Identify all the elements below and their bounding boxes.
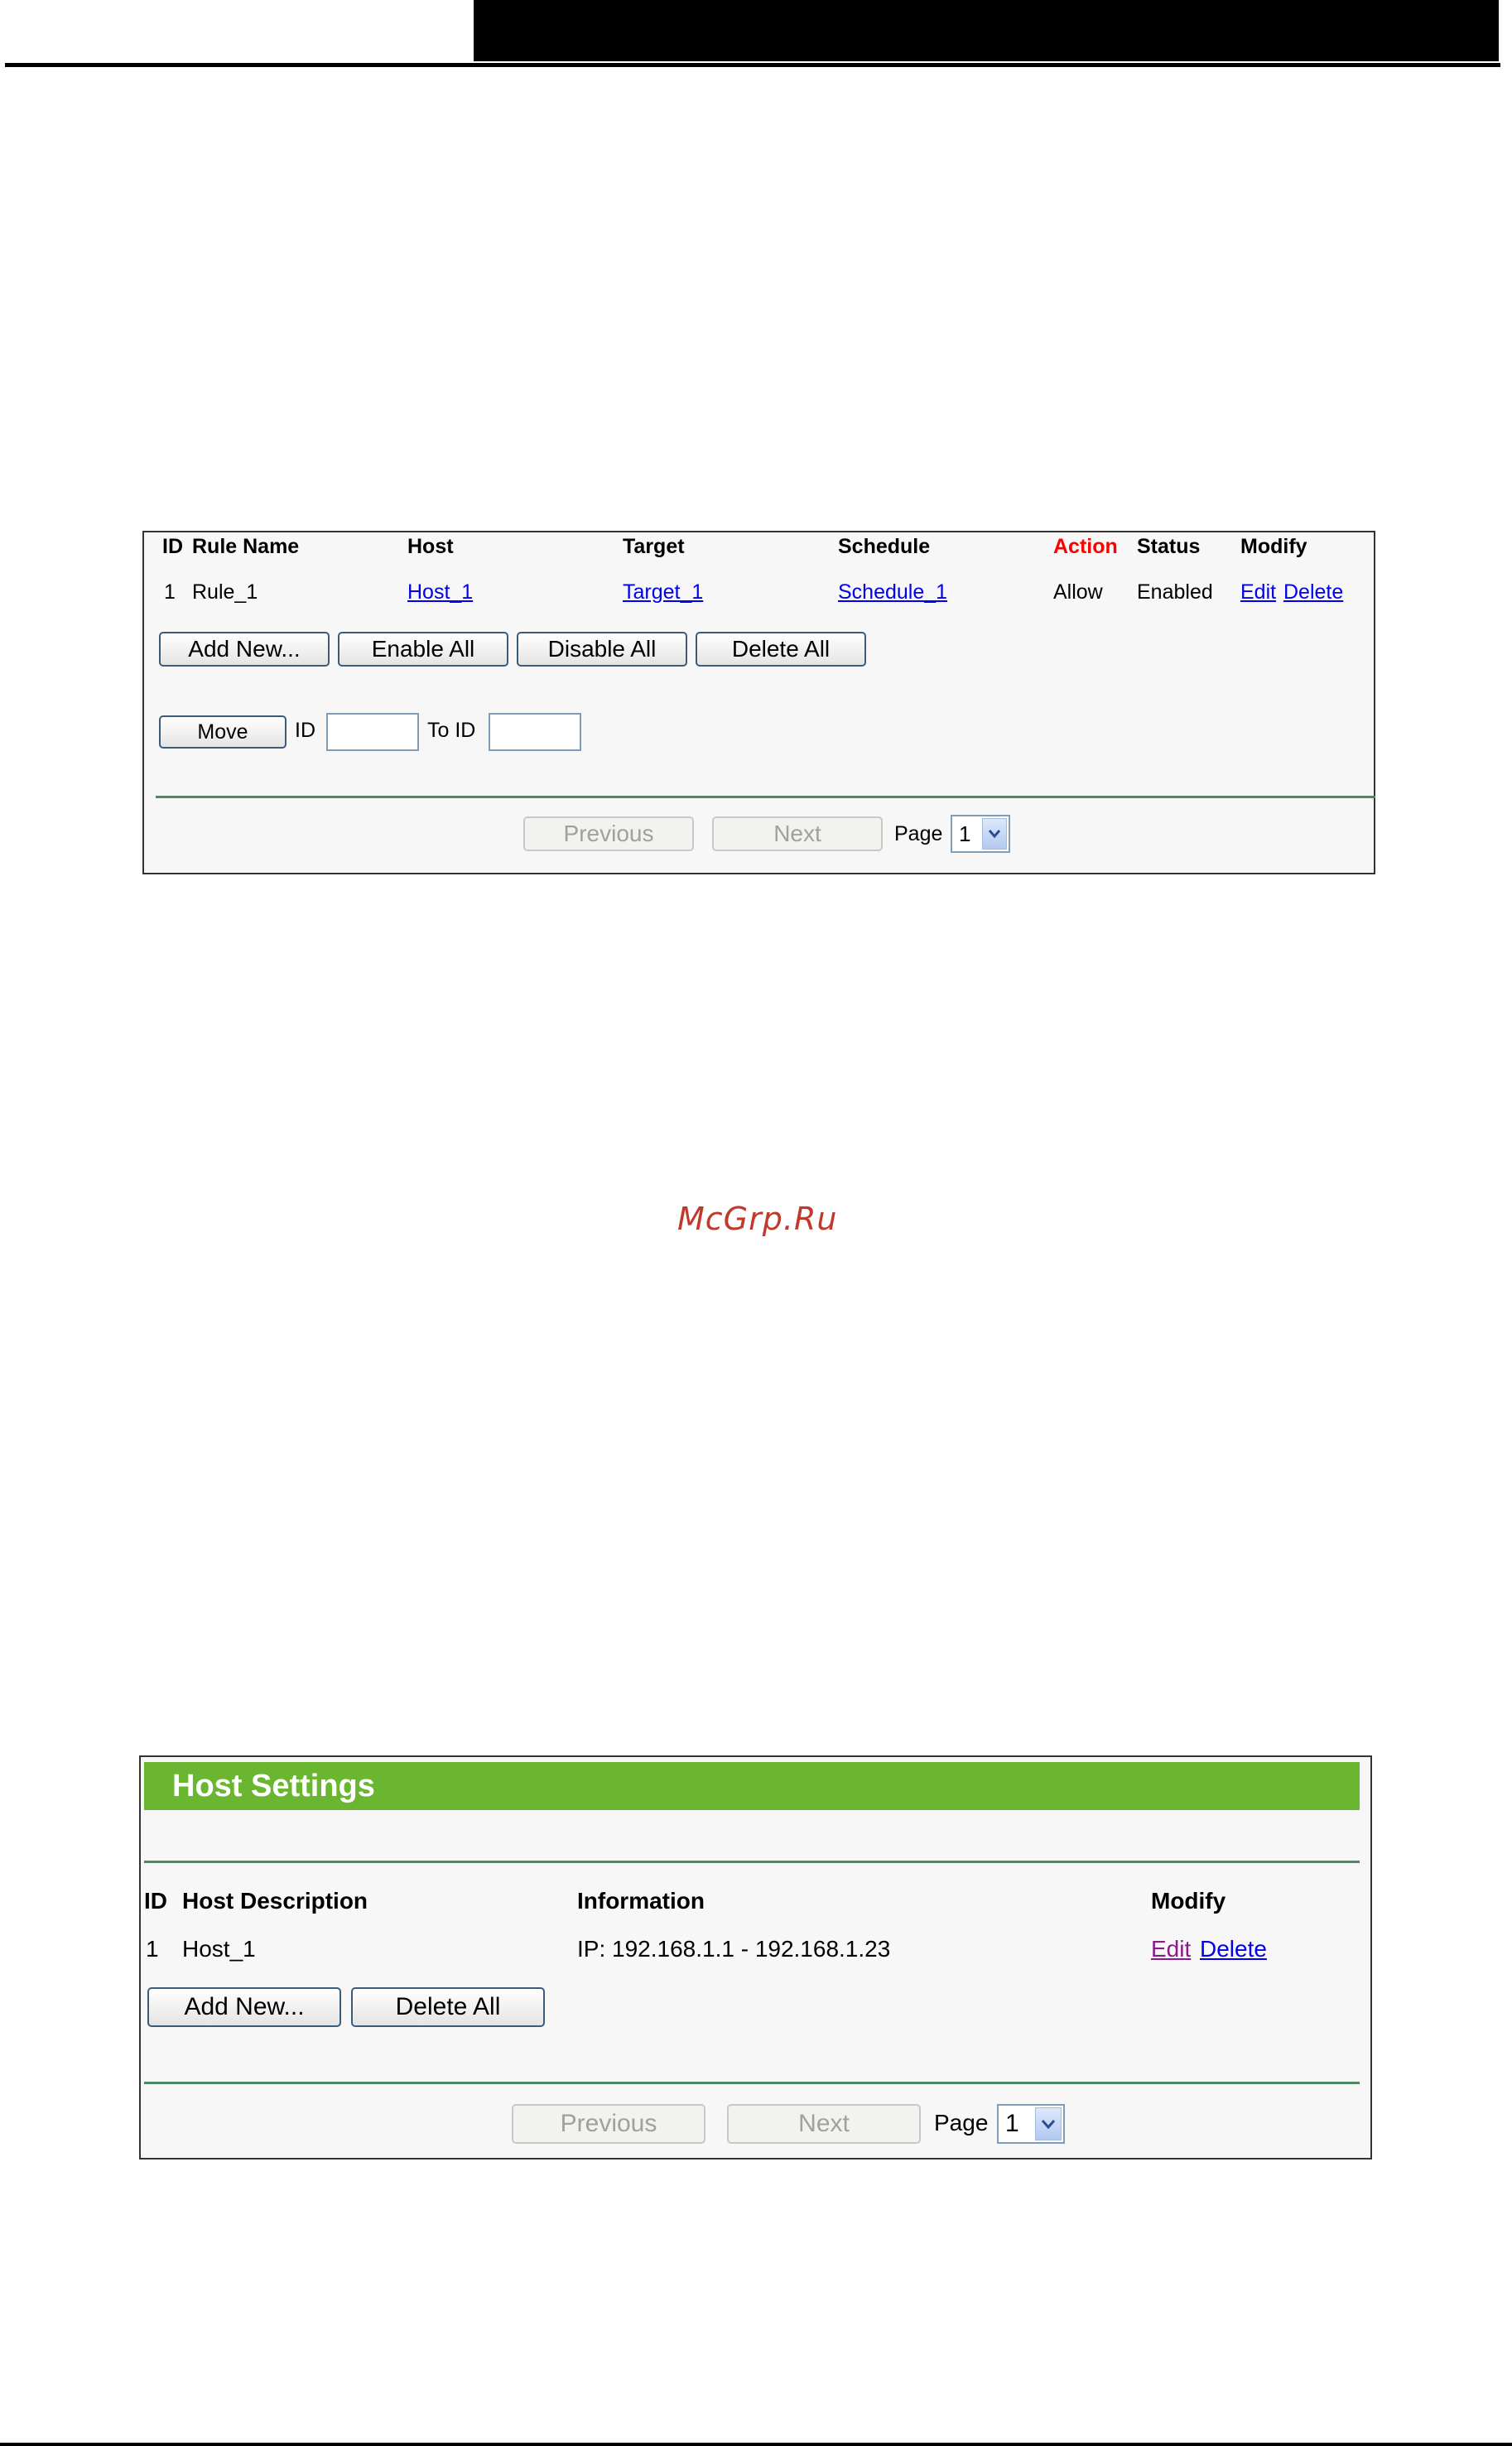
- footer-rule: [0, 2443, 1512, 2446]
- chevron-down-icon: [1035, 2107, 1062, 2140]
- page-label: Page: [934, 2110, 989, 2135]
- divider: [144, 1861, 1360, 1863]
- col-header-information: Information: [577, 1888, 705, 1914]
- delete-all-button[interactable]: Delete All: [696, 632, 866, 667]
- col-header-rule-name: Rule Name: [192, 535, 300, 558]
- col-header-modify: Modify: [1151, 1888, 1226, 1914]
- move-id-input[interactable]: [326, 713, 419, 751]
- page-select-value: 1: [959, 821, 971, 846]
- delete-link[interactable]: Delete: [1200, 1936, 1267, 1962]
- next-button[interactable]: Next: [712, 816, 883, 851]
- move-to-id-input[interactable]: [489, 713, 581, 751]
- add-new-button[interactable]: Add New...: [147, 1987, 341, 2027]
- col-header-id: ID: [144, 1888, 167, 1914]
- cell-id: 1: [164, 580, 176, 604]
- watermark: McGrp.Ru: [677, 1201, 838, 1237]
- delete-link[interactable]: Delete: [1283, 580, 1344, 604]
- next-button[interactable]: Next: [727, 2104, 921, 2144]
- col-header-host: Host: [407, 535, 454, 558]
- enable-all-button[interactable]: Enable All: [338, 632, 508, 667]
- edit-link[interactable]: Edit: [1240, 580, 1277, 604]
- page-select[interactable]: [951, 815, 1010, 853]
- cell-rule-name: Rule_1: [192, 580, 258, 604]
- edit-link[interactable]: Edit: [1151, 1936, 1192, 1962]
- page-select[interactable]: [997, 2104, 1065, 2144]
- page-select-value: 1: [1005, 2110, 1019, 2137]
- col-header-host-description: Host Description: [182, 1888, 368, 1914]
- move-button[interactable]: Move: [159, 715, 287, 749]
- rule-list-panel: [142, 531, 1375, 874]
- cell-information: IP: 192.168.1.1 - 192.168.1.23: [577, 1936, 891, 1962]
- cell-action: Allow: [1053, 580, 1103, 604]
- divider: [156, 796, 1375, 798]
- col-header-action: Action: [1053, 535, 1118, 558]
- add-new-button[interactable]: Add New...: [159, 632, 330, 667]
- col-header-schedule: Schedule: [838, 535, 931, 558]
- target-link[interactable]: Target_1: [623, 580, 704, 604]
- cell-host-description: Host_1: [182, 1936, 256, 1962]
- page-title: Host Settings: [172, 1769, 375, 1803]
- header-rule: [5, 63, 1500, 67]
- move-id-label: ID: [295, 719, 315, 742]
- host-link[interactable]: Host_1: [407, 580, 474, 604]
- previous-button[interactable]: Previous: [523, 816, 694, 851]
- col-header-status: Status: [1137, 535, 1201, 558]
- page-label: Page: [894, 822, 943, 845]
- col-header-target: Target: [623, 535, 685, 558]
- move-to-id-label: To ID: [427, 719, 476, 742]
- previous-button[interactable]: Previous: [512, 2104, 705, 2144]
- col-header-id: ID: [162, 535, 183, 558]
- cell-id: 1: [146, 1936, 159, 1962]
- chevron-down-icon: [982, 818, 1007, 850]
- cell-status: Enabled: [1137, 580, 1213, 604]
- schedule-link[interactable]: Schedule_1: [838, 580, 948, 604]
- header-black-bar: [474, 0, 1499, 61]
- disable-all-button[interactable]: Disable All: [517, 632, 687, 667]
- delete-all-button[interactable]: Delete All: [351, 1987, 545, 2027]
- col-header-modify: Modify: [1240, 535, 1307, 558]
- divider: [144, 2082, 1360, 2084]
